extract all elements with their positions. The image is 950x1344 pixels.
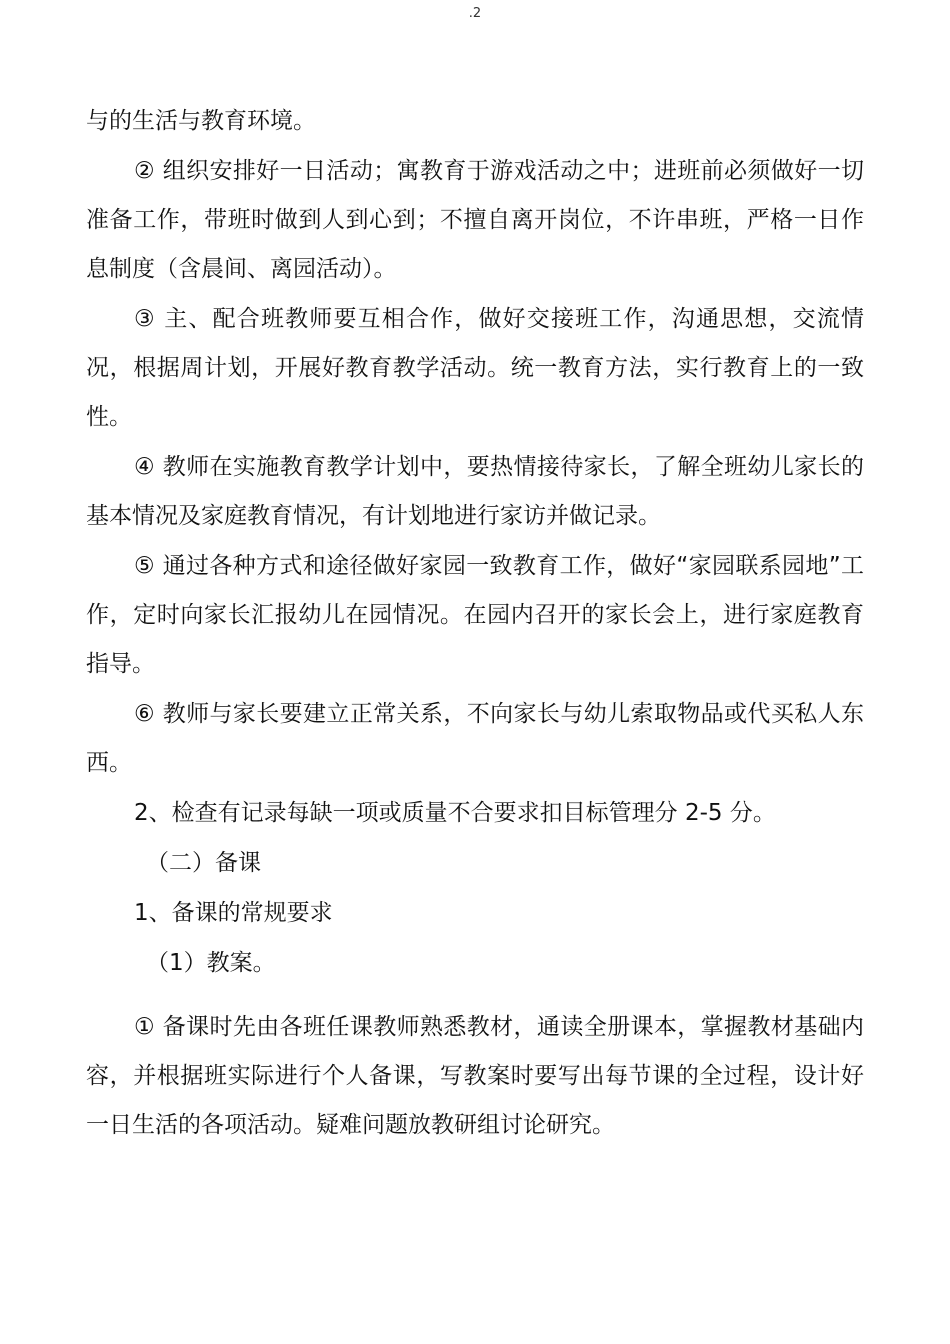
document-body xyxy=(86,97,864,1150)
subheading-lesson-plan: （1）教案。 xyxy=(146,950,276,976)
paragraph-item-4: ④ 教师在实施教育教学计划中，要热情接待家长，了解全班幼儿家长的基本情况及家庭教育情况，有计划地进行家访并做记录。 xyxy=(86,454,864,529)
paragraph-item-5: ⑤ 通过各种方式和途径做好家园一致教育工作，做好“家园联系园地”工作，定时向家长汇报幼儿在园情况。在园内召开的家长会上，进行家庭教育指导。 xyxy=(86,553,864,677)
paragraph-check-rule: 2、检查有记录每缺一项或质量不合要求扣目标管理分 2-5 分。 xyxy=(134,800,776,826)
paragraph-item-6: ⑥ 教师与家长要建立正常关系，不向家长与幼儿索取物品或代买私人东西。 xyxy=(86,701,864,776)
paragraph-continuation: 与的生活与教育环境。 xyxy=(86,108,316,134)
subheading-lesson-prep-requirements: 1、备课的常规要求 xyxy=(134,900,333,926)
paragraph-item-3: ③ 主、配合班教师要互相合作，做好交接班工作，沟通思想，交流情况，根据周计划，开展好教育教学活动。统一教育方法，实行教育上的一致性。 xyxy=(86,306,864,430)
page-number: .2 xyxy=(468,6,482,21)
paragraph-item-2: ② 组织安排好一日活动；寓教育于游戏活动之中；进班前必须做好一切准备工作，带班时做到人到心到；不擅自离开岗位，不许串班，严格一日作息制度（含晨间、离园活动）。 xyxy=(86,158,864,282)
section-heading-lesson-prep: （二）备课 xyxy=(146,850,261,876)
paragraph-lesson-plan-1: ① 备课时先由各班任课教师熟悉教材，通读全册课本，掌握教材基础内容，并根据班实际进行个人备课，写教案时要写出每节课的全过程，设计好一日生活的各项活动。疑难问题放教研组讨论研究。 xyxy=(86,1014,864,1138)
